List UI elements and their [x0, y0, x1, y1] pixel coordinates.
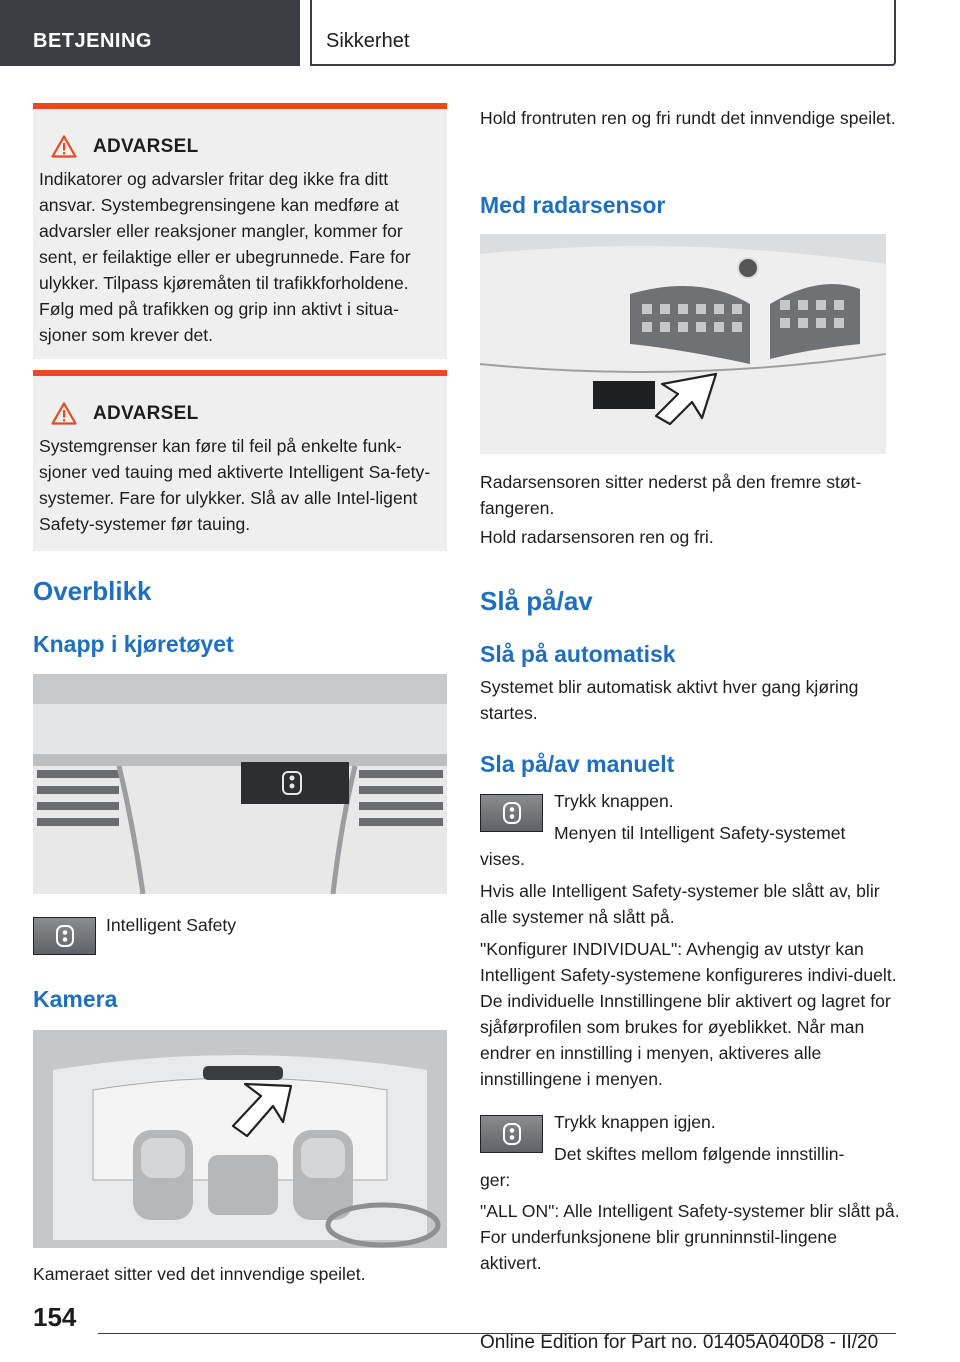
switch-text-cont: ger:	[480, 1170, 511, 1190]
press-button-text: Trykk knappen.	[554, 791, 674, 811]
press-again-text: Trykk knappen igjen.	[554, 1112, 716, 1132]
intelligent-safety-button-icon	[480, 1115, 543, 1153]
chapter-title: Sikkerhet	[326, 30, 410, 52]
heading-camera: Kamera	[33, 986, 118, 1012]
menu-text-cont: vises.	[480, 849, 525, 869]
radar-text-2: Hold radarsensoren ren og fri.	[480, 527, 714, 547]
button-caption: Intelligent Safety	[106, 915, 237, 935]
all-off-text: Hvis alle Intelligent Safety-systemer ble slått av, blir alle systemer nå slått på.	[480, 881, 880, 927]
auto-text: Systemet blir automatisk aktivt hver gang kjøring startes.	[480, 677, 859, 723]
heading-button-in-vehicle: Knapp i kjøretøyet	[33, 631, 234, 657]
warning-triangle-icon	[51, 135, 77, 158]
warning-triangle-icon	[51, 402, 77, 425]
switch-text: Det skiftes mellom følgende innstillin-	[554, 1144, 845, 1164]
heading-radar-sensor: Med radarsensor	[480, 192, 666, 218]
warning-box	[33, 103, 447, 359]
intelligent-safety-button-icon	[33, 917, 96, 955]
warning-box	[33, 370, 447, 551]
section-title: BETJENING	[33, 30, 152, 52]
edition-note: Online Edition for Part no. 01405A040D8 - II/20	[480, 1332, 879, 1353]
radar-text-1: Radarsensoren sitter nederst på den fremre støt-fangeren.	[480, 472, 862, 518]
camera-caption: Kameraet sitter ved det innvendige speilet.	[33, 1264, 366, 1284]
all-on-text: "ALL ON": Alle Intelligent Safety-systemer blir slått på. For underfunksjonene blir grunninnstil-lingene aktivert.	[480, 1201, 900, 1273]
heading-on-off: Slå på/av	[480, 586, 593, 616]
camera-illustration	[33, 1030, 447, 1248]
warning-text: Systemgrenser kan føre til feil på enkelte funk-sjoner ved tauing med aktiverte Intelligent Sa-fety-systemer. Fare for ulykker. Slå av alle Intel-ligent Safety-systemer før tauing.	[39, 436, 431, 534]
warning-title: ADVARSEL	[93, 135, 199, 157]
section-tab	[0, 0, 300, 66]
intro-text: Hold frontruten ren og fri rundt det innvendige speilet.	[480, 108, 896, 128]
chapter-tab	[310, 0, 896, 66]
radar-sensor-illustration	[480, 234, 886, 454]
individual-text: "Konfigurer INDIVIDUAL": Avhengig av utstyr kan Intelligent Safety-systemene konfigureres indivi-duelt. De individuelle Innstillingene blir aktivert og lagret for sjåførprofilen som brukes for øyeblikket. Når man endrer en innstilling i menyen, aktiveres alle innstillingene i menyen.	[480, 939, 897, 1089]
page-number: 154	[33, 1302, 77, 1332]
warning-title: ADVARSEL	[93, 402, 199, 424]
warning-text: Indikatorer og advarsler fritar deg ikke fra ditt ansvar. Systembegrensingene kan medføre at advarsler eller reaksjoner mangler, kommer for sent, er feilaktige eller er ubegrunnede. Fare for ulykker. Tilpass kjøremåten til trafikkforholdene. Følg med på trafikken og grip inn aktivt i situa-sjoner som krever det.	[39, 169, 411, 345]
heading-overview: Overblikk	[33, 576, 152, 606]
intelligent-safety-button-icon	[480, 794, 543, 832]
heading-auto-on: Slå på automatisk	[480, 641, 676, 667]
menu-text: Menyen til Intelligent Safety-systemet	[554, 823, 846, 843]
heading-manual: Sla på/av manuelt	[480, 751, 675, 777]
dashboard-button-illustration	[33, 674, 447, 894]
